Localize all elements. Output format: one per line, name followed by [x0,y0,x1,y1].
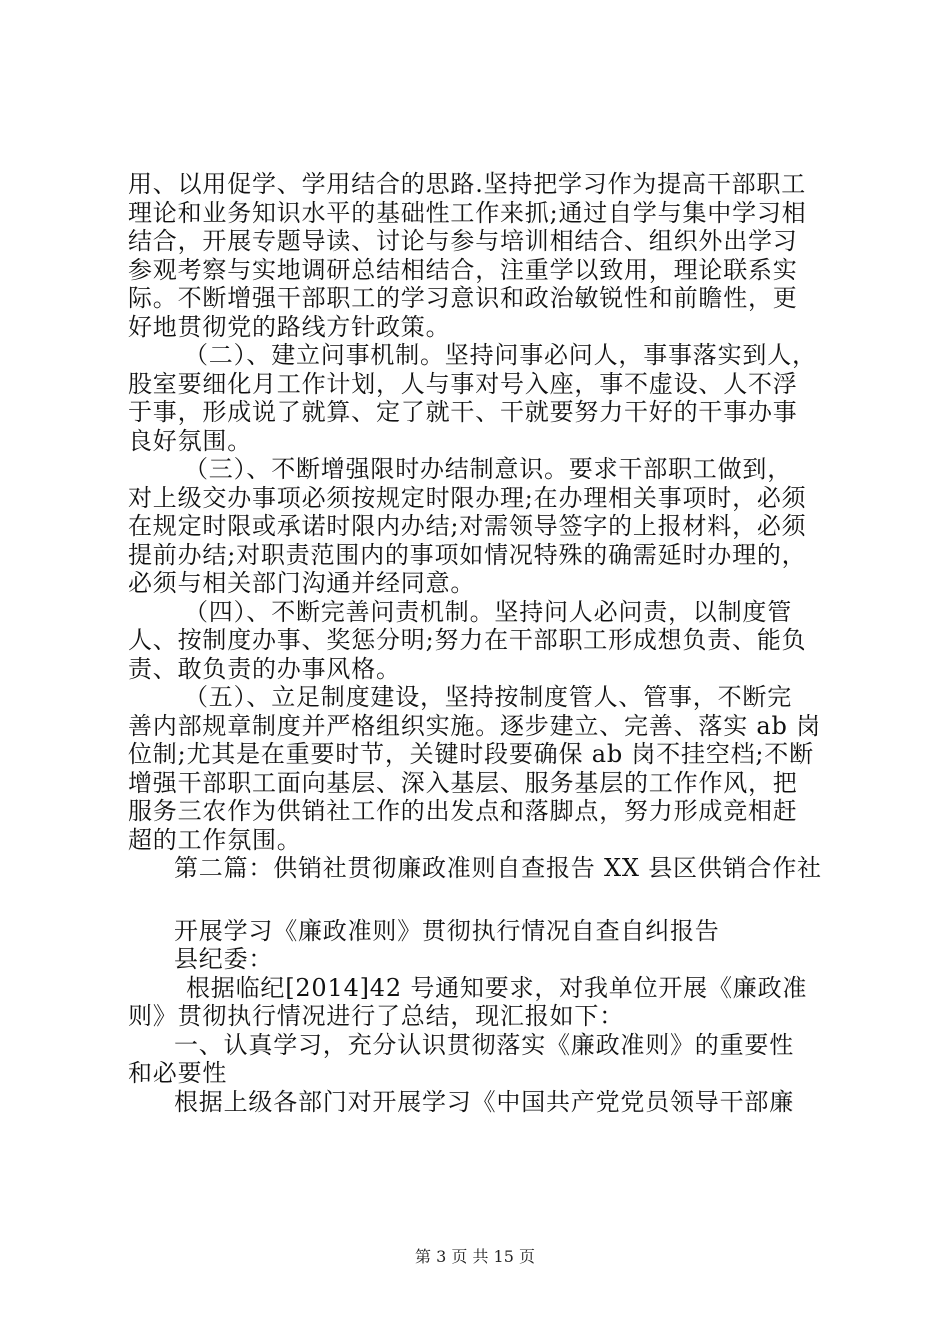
section-heading-one: 一、认真学习，充分认识贯彻落实《廉政准则》的重要性 [174,1030,794,1059]
report-title: 开展学习《廉政准则》贯彻执行情况自查自纠报告 [174,916,720,945]
text-line: 增强干部职工面向基层、深入基层、服务基层的工作作风，把 [128,768,798,797]
chapter-title: 第二篇：供销社贯彻廉政准则自查报告 XX 县区供销合作社 [174,854,822,882]
addressee: 县纪委： [174,945,274,973]
text-line: 良好氛围。 [128,426,252,455]
text-line: 位制;尤其是在重要时节，关键时段要确保 ab 岗不挂空档;不断 [128,740,814,768]
text-line: 和必要性 [128,1059,228,1087]
text-line: 对上级交办事项必须按规定时限办理;在办理相关事项时，必须 [128,483,807,512]
text-line: 际。不断增强干部职工的学习意识和政治敏锐性和前瞻性，更 [128,284,798,312]
section-heading-5: （五）、立足制度建设，坚持按制度管人、管事，不断完 [184,683,792,711]
text-line: 股室要细化月工作计划，人与事对号入座，事不虚设、人不浮 [128,369,798,398]
section-heading-2: （二）、建立问事机制。坚持问事必问人，事事落实到人， [184,341,817,369]
text-line: 必须与相关部门沟通并经同意。 [128,569,476,597]
text-line: 根据临纪[2014]42 号通知要求，对我单位开展《廉政准 [186,973,808,1002]
text-line: 善内部规章制度并严格组织实施。逐步建立、完善、落实 ab 岗 [128,711,821,740]
text-line: 责、敢负责的办事风格。 [128,654,401,683]
document-body [128,170,838,1116]
text-line: 于事，形成说了就算、定了就干、干就要努力干好的干事办事 [128,398,798,426]
text-line: 参观考察与实地调研总结相结合，注重学以致用，理论联系实 [128,255,798,284]
text-line: 根据上级各部门对开展学习《中国共产党党员领导干部廉 [174,1087,794,1116]
text-line: 服务三农作为供销社工作的出发点和落脚点，努力形成竞相赶 [128,797,798,825]
text-line: 则》贯彻执行情况进行了总结，现汇报如下： [128,1002,624,1030]
section-heading-3: （三）、不断增强限时办结制意识。要求干部职工做到， [184,455,792,483]
page-number-footer: 第 3 页 共 15 页 [415,1247,535,1266]
text-line: 超的工作氛围。 [128,825,302,854]
text-line: 好地贯彻党的路线方针政策。 [128,312,451,341]
text-line: 人、按制度办事、奖惩分明;努力在干部职工形成想负责、能负 [128,626,807,654]
text-line: 理论和业务知识水平的基础性工作来抓;通过自学与集中学习相 [128,198,807,227]
blank-gap [128,883,838,917]
section-heading-4: （四）、不断完善问责机制。坚持问人必问责，以制度管 [184,597,792,626]
text-line: 提前办结;对职责范围内的事项如情况特殊的确需延时办理的， [128,540,807,569]
text-line: 在规定时限或承诺时限内办结;对需领导签字的上报材料，必须 [128,512,807,540]
text-line: 用、以用促学、学用结合的思路.坚持把学习作为提高干部职工 [128,170,807,198]
text-line: 结合，开展专题导读、讨论与参与培训相结合、组织外出学习 [128,227,798,255]
